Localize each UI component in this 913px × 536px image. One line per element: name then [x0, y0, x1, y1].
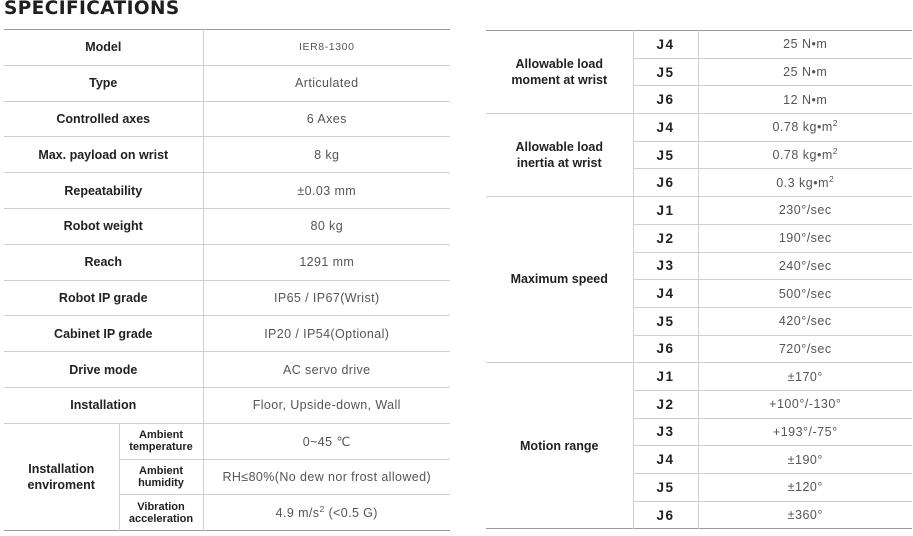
joint-value: [698, 58, 912, 86]
joint-value: [698, 363, 912, 391]
spec-label: Model: [85, 40, 122, 55]
general-spec-table: [4, 29, 450, 531]
superscript: 2: [319, 503, 325, 514]
joint-label: J5: [633, 474, 698, 502]
value-text: +100°/-130°: [769, 397, 842, 412]
spec-value: IER8-1300: [203, 30, 450, 66]
spec-label: Installation: [4, 387, 203, 423]
joint-value: [698, 141, 912, 169]
spec-value: 80 kg: [203, 208, 450, 244]
joint-value: [698, 197, 912, 225]
spec-label: Type: [4, 65, 203, 101]
spec-row: [4, 280, 450, 316]
joint-label: J2: [633, 390, 698, 418]
axis-group-text: Motion range: [520, 438, 599, 453]
spec-value: Floor, Upside-down, Wall: [203, 387, 450, 423]
spec-label: Controlled axes: [4, 101, 203, 137]
value-text: 190°/sec: [778, 231, 832, 246]
spec-value: 8 kg: [203, 137, 450, 173]
axis-group-text: Allowable load moment at wrist: [511, 56, 608, 88]
spec-row: [4, 316, 450, 352]
environment-label: Vibration acceleration: [119, 495, 203, 531]
spec-label: Drive mode: [4, 352, 203, 388]
environment-value: 0~45 ℃: [203, 423, 450, 459]
environment-group-text: Installation enviroment: [27, 461, 95, 492]
joint-label: J6: [633, 169, 698, 197]
environment-value: [203, 495, 450, 531]
joint-label: J1: [633, 197, 698, 225]
environment-label: Ambient temperature: [119, 423, 203, 459]
superscript: 2: [832, 118, 839, 129]
joint-label: J1: [633, 363, 698, 391]
joint-label: J6: [633, 335, 698, 363]
value-text: +193°/-75°: [772, 424, 838, 439]
spec-row: [4, 137, 450, 173]
spec-value: ±0.03 mm: [203, 173, 450, 209]
spec-label: Max. payload on wrist: [4, 137, 203, 173]
spec-row: [4, 101, 450, 137]
axis-group-text: Maximum speed: [510, 272, 608, 287]
spec-label: Repeatability: [4, 173, 203, 209]
page-title: SPECIFICATIONS: [4, 0, 180, 19]
value-text: 25 N•m: [783, 65, 828, 80]
joint-label: J3: [633, 252, 698, 280]
value-text: 25 N•m: [783, 37, 828, 52]
axis-group-label: [486, 31, 633, 114]
superscript: 2: [832, 145, 839, 156]
joint-value: [698, 114, 912, 142]
value-text: 4.9 m/s: [275, 505, 320, 520]
axis-spec-table: [486, 30, 912, 529]
spec-row: [4, 208, 450, 244]
axis-group-label: [486, 363, 633, 529]
spec-row: [4, 65, 450, 101]
axis-spec-row: [486, 363, 912, 391]
joint-value: [698, 86, 912, 114]
axis-spec-row: [486, 114, 912, 142]
value-text: 500°/sec: [778, 286, 832, 301]
joint-value: [698, 252, 912, 280]
spec-value: AC servo drive: [203, 352, 450, 388]
value-text: ±120°: [787, 480, 823, 495]
joint-value: [698, 335, 912, 363]
value-text: 12 N•m: [783, 92, 828, 107]
spec-value: 6 Axes: [203, 101, 450, 137]
axis-spec-row: [486, 197, 912, 225]
axis-spec-body: [486, 31, 912, 529]
value-text: 230°/sec: [778, 203, 832, 218]
joint-value: [698, 169, 912, 197]
joint-value: [698, 31, 912, 59]
spec-row: [4, 244, 450, 280]
joint-label: J4: [633, 446, 698, 474]
value-text: 240°/sec: [778, 258, 832, 273]
spec-label: Cabinet IP grade: [4, 316, 203, 352]
value-text: ±190°: [787, 452, 823, 467]
environment-row: [4, 423, 450, 459]
spec-row: [4, 173, 450, 209]
spec-label: Reach: [4, 244, 203, 280]
value-text: 0.3 kg•m: [776, 175, 830, 190]
joint-value: [698, 390, 912, 418]
joint-value: [698, 474, 912, 502]
joint-label: J4: [633, 280, 698, 308]
spec-value: 1291 mm: [203, 244, 450, 280]
value-text: 0.78 kg•m: [772, 148, 833, 163]
spec-label: Robot weight: [4, 208, 203, 244]
joint-value: [698, 501, 912, 529]
joint-label: J6: [633, 501, 698, 529]
environment-value: RH≤80%(No dew nor frost allowed): [203, 459, 450, 495]
spec-row: [4, 352, 450, 388]
joint-label: J6: [633, 86, 698, 114]
joint-label: J2: [633, 224, 698, 252]
joint-value: [698, 418, 912, 446]
spec-value: IP20 / IP54(Optional): [203, 316, 450, 352]
joint-value: [698, 446, 912, 474]
value-text: 420°/sec: [778, 314, 832, 329]
value-text: 0.78 kg•m: [772, 120, 833, 135]
joint-value: [698, 307, 912, 335]
axis-group-label: [486, 114, 633, 197]
value-text: ±170°: [787, 369, 823, 384]
value-text: 720°/sec: [778, 341, 832, 356]
spec-row: [4, 30, 450, 66]
joint-label: J5: [633, 307, 698, 335]
joint-label: J4: [633, 31, 698, 59]
joint-label: J4: [633, 114, 698, 142]
joint-value: [698, 224, 912, 252]
joint-label: J5: [633, 58, 698, 86]
value-text: (<0.5 G): [324, 505, 378, 520]
axis-spec-row: [486, 31, 912, 59]
axis-group-text: Allowable load inertia at wrist: [515, 139, 603, 171]
joint-label: J3: [633, 418, 698, 446]
environment-group-label: [4, 423, 119, 530]
superscript: 2: [829, 173, 835, 184]
spec-value: IP65 / IP67(Wrist): [203, 280, 450, 316]
spec-label: Robot IP grade: [4, 280, 203, 316]
joint-label: J5: [633, 141, 698, 169]
value-text: ±360°: [787, 508, 823, 523]
joint-value: [698, 280, 912, 308]
environment-label: Ambient humidity: [119, 459, 203, 495]
spec-row: [4, 387, 450, 423]
spec-value: Articulated: [203, 65, 450, 101]
axis-group-label: [486, 197, 633, 363]
